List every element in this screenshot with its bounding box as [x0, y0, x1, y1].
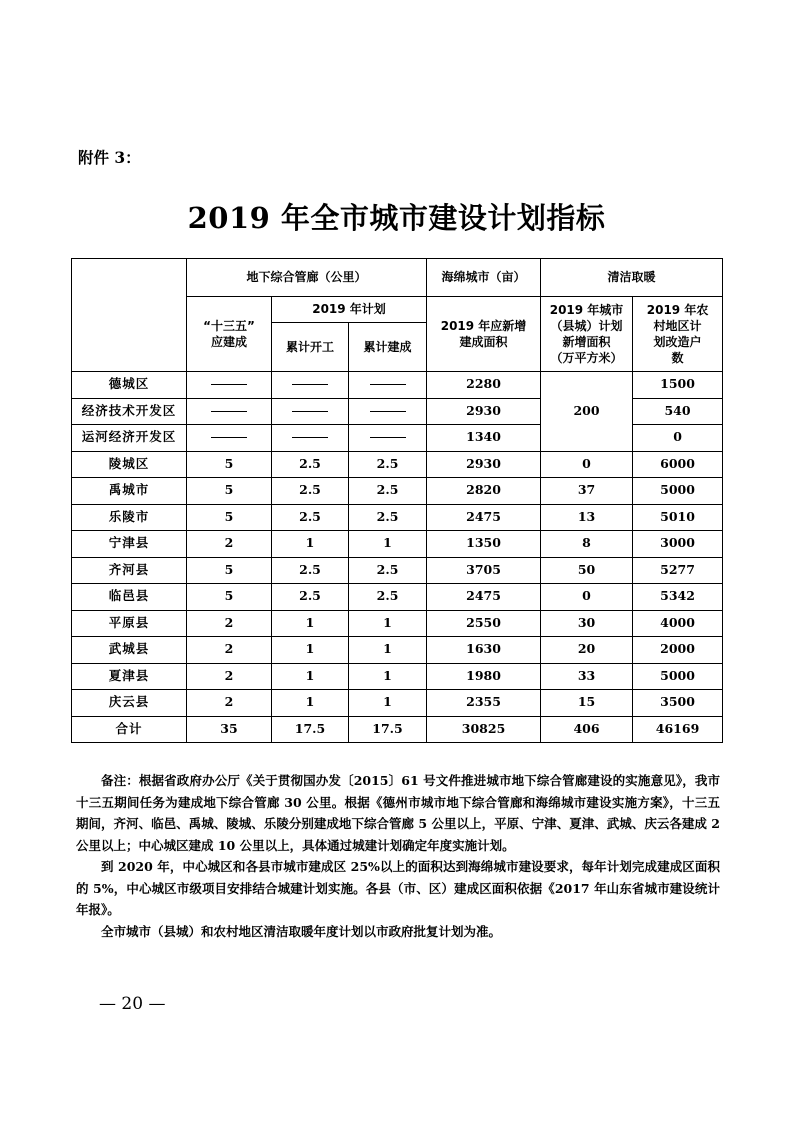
cell-rural-heating: 46169	[633, 716, 723, 743]
page-number: — 20 —	[99, 994, 166, 1014]
cell-city-heating: 406	[541, 716, 633, 743]
cell-started: 2.5	[272, 451, 349, 478]
cell-built: 1	[349, 663, 427, 690]
cell-started: 17.5	[272, 716, 349, 743]
cell-sponge-area: 1340	[427, 425, 541, 452]
cell-13th-plan: 2	[187, 610, 272, 637]
header-rural-heating: 2019 年农 村地区计 划改造户 数	[633, 297, 723, 372]
cell-started: 1	[272, 690, 349, 717]
cell-city-heating: 37	[541, 478, 633, 505]
attachment-label: 附件 3：	[78, 148, 141, 167]
cell-13th-plan	[187, 372, 272, 399]
cell-built: 2.5	[349, 451, 427, 478]
cell-13th-plan: 5	[187, 557, 272, 584]
table-row	[72, 504, 723, 531]
cell-rural-heating: 6000	[633, 451, 723, 478]
table-row	[72, 663, 723, 690]
cell-started: 1	[272, 531, 349, 558]
cell-rural-heating: 5010	[633, 504, 723, 531]
cell-built: 1	[349, 531, 427, 558]
cell-city-heating: 50	[541, 557, 633, 584]
cell-rural-heating: 5342	[633, 584, 723, 611]
cell-city-heating: 33	[541, 663, 633, 690]
region-name: 庆云县	[72, 690, 187, 717]
cell-13th-plan: 2	[187, 690, 272, 717]
cell-sponge-area: 2280	[427, 372, 541, 399]
region-name: 禹城市	[72, 478, 187, 505]
cell-city-heating-merged: 200	[541, 372, 633, 452]
cell-started	[272, 398, 349, 425]
cell-city-heating: 0	[541, 451, 633, 478]
dash-mark	[211, 384, 247, 385]
cell-city-heating: 0	[541, 584, 633, 611]
table-row	[72, 531, 723, 558]
cell-built: 2.5	[349, 557, 427, 584]
cell-rural-heating: 0	[633, 425, 723, 452]
cell-13th-plan: 2	[187, 663, 272, 690]
region-name: 武城县	[72, 637, 187, 664]
cell-started	[272, 372, 349, 399]
cell-13th-plan	[187, 398, 272, 425]
cell-city-heating: 20	[541, 637, 633, 664]
cell-started: 1	[272, 610, 349, 637]
cell-sponge-area: 1980	[427, 663, 541, 690]
table-row	[72, 372, 723, 399]
region-name: 德城区	[72, 372, 187, 399]
cell-rural-heating: 540	[633, 398, 723, 425]
cell-rural-heating: 5277	[633, 557, 723, 584]
table-row	[72, 584, 723, 611]
dash-mark	[211, 437, 247, 438]
header-built: 累计建成	[349, 323, 427, 372]
table-row	[72, 716, 723, 743]
region-name: 陵城区	[72, 451, 187, 478]
header-2019-plan: 2019 年计划	[272, 297, 427, 323]
cell-rural-heating: 3000	[633, 531, 723, 558]
cell-rural-heating: 5000	[633, 663, 723, 690]
region-name: 合计	[72, 716, 187, 743]
table-row	[72, 690, 723, 717]
cell-sponge-area: 2930	[427, 451, 541, 478]
cell-built	[349, 372, 427, 399]
dash-mark	[370, 384, 406, 385]
table-row	[72, 610, 723, 637]
cell-13th-plan	[187, 425, 272, 452]
cell-sponge-area: 3705	[427, 557, 541, 584]
cell-started: 2.5	[272, 504, 349, 531]
table-row	[72, 557, 723, 584]
cell-sponge-area: 1350	[427, 531, 541, 558]
cell-sponge-area: 2475	[427, 504, 541, 531]
table-row	[72, 478, 723, 505]
dash-mark	[211, 411, 247, 412]
notes	[76, 770, 720, 942]
cell-city-heating: 8	[541, 531, 633, 558]
cell-built: 1	[349, 610, 427, 637]
cell-built: 1	[349, 690, 427, 717]
region-name: 宁津县	[72, 531, 187, 558]
note-paragraph: 到 2020 年，中心城区和各县市城市建成区 25%以上的面积达到海绵城市建设要求，每年计划完成建成区面积的 5%，中心城区市级项目安排结合城建计划实施。各县（市、区）建成区面积依据《2017 年山东省城市建设统计年报》。	[76, 859, 720, 917]
cell-sponge-area: 2355	[427, 690, 541, 717]
cell-sponge-area: 2820	[427, 478, 541, 505]
plan-table	[71, 258, 723, 743]
table-row	[72, 637, 723, 664]
cell-sponge-area: 2475	[427, 584, 541, 611]
region-name: 平原县	[72, 610, 187, 637]
note-paragraph: 备注：根据省政府办公厅《关于贯彻国办发〔2015〕61 号文件推进城市地下综合管廊建设的实施意见》，我市十三五期间任务为建成地下综合管廊 30 公里。根据《德州市城市地下综合管廊和海绵城市建设实施方案》，十三五期间，齐河、临邑、禹城、陵城、乐陵分别建成地下综合管廊 5 公里以上，平原、宁津、夏津、武城、庆云各建成 2 公里以上；中心城区建成 10 公里以上，具体通过城建计划确定年度实施计划。	[76, 773, 720, 853]
cell-sponge-area: 2930	[427, 398, 541, 425]
cell-13th-plan: 2	[187, 637, 272, 664]
cell-13th-plan: 5	[187, 451, 272, 478]
corner-cell	[72, 259, 187, 372]
cell-built: 17.5	[349, 716, 427, 743]
cell-started	[272, 425, 349, 452]
cell-rural-heating: 5000	[633, 478, 723, 505]
header-clean-heating: 清洁取暖	[541, 259, 723, 297]
cell-13th-plan: 5	[187, 504, 272, 531]
cell-rural-heating: 1500	[633, 372, 723, 399]
note-paragraph: 全市城市（县城）和农村地区清洁取暖年度计划以市政府批复计划为准。	[101, 923, 502, 939]
header-pipe-gallery: 地下综合管廊（公里）	[187, 259, 427, 297]
cell-built: 2.5	[349, 478, 427, 505]
region-name: 临邑县	[72, 584, 187, 611]
cell-13th-plan: 35	[187, 716, 272, 743]
cell-rural-heating: 3500	[633, 690, 723, 717]
cell-city-heating: 30	[541, 610, 633, 637]
cell-started: 2.5	[272, 584, 349, 611]
cell-built: 2.5	[349, 504, 427, 531]
cell-started: 1	[272, 637, 349, 664]
cell-13th-plan: 5	[187, 584, 272, 611]
cell-city-heating: 13	[541, 504, 633, 531]
cell-rural-heating: 2000	[633, 637, 723, 664]
region-name: 齐河县	[72, 557, 187, 584]
cell-started: 2.5	[272, 478, 349, 505]
cell-started: 1	[272, 663, 349, 690]
cell-sponge-area: 2550	[427, 610, 541, 637]
header-started: 累计开工	[272, 323, 349, 372]
dash-mark	[292, 384, 328, 385]
dash-mark	[370, 437, 406, 438]
header-city-heating: 2019 年城市 （县城）计划 新增面积 （万平方米）	[541, 297, 633, 372]
dash-mark	[292, 437, 328, 438]
header-sponge-area: 2019 年应新增 建成面积	[427, 297, 541, 372]
cell-built: 1	[349, 637, 427, 664]
cell-city-heating: 15	[541, 690, 633, 717]
region-name: 经济技术开发区	[72, 398, 187, 425]
cell-built	[349, 425, 427, 452]
dash-mark	[370, 411, 406, 412]
region-name: 夏津县	[72, 663, 187, 690]
cell-sponge-area: 30825	[427, 716, 541, 743]
cell-built: 2.5	[349, 584, 427, 611]
cell-built	[349, 398, 427, 425]
dash-mark	[292, 411, 328, 412]
header-13th-plan: “十三五” 应建成	[187, 297, 272, 372]
header-sponge-city: 海绵城市（亩）	[427, 259, 541, 297]
cell-13th-plan: 2	[187, 531, 272, 558]
page-title: 2019 年全市城市建设计划指标	[187, 201, 606, 235]
cell-sponge-area: 1630	[427, 637, 541, 664]
cell-started: 2.5	[272, 557, 349, 584]
region-name: 运河经济开发区	[72, 425, 187, 452]
cell-rural-heating: 4000	[633, 610, 723, 637]
table-row	[72, 451, 723, 478]
region-name: 乐陵市	[72, 504, 187, 531]
cell-13th-plan: 5	[187, 478, 272, 505]
